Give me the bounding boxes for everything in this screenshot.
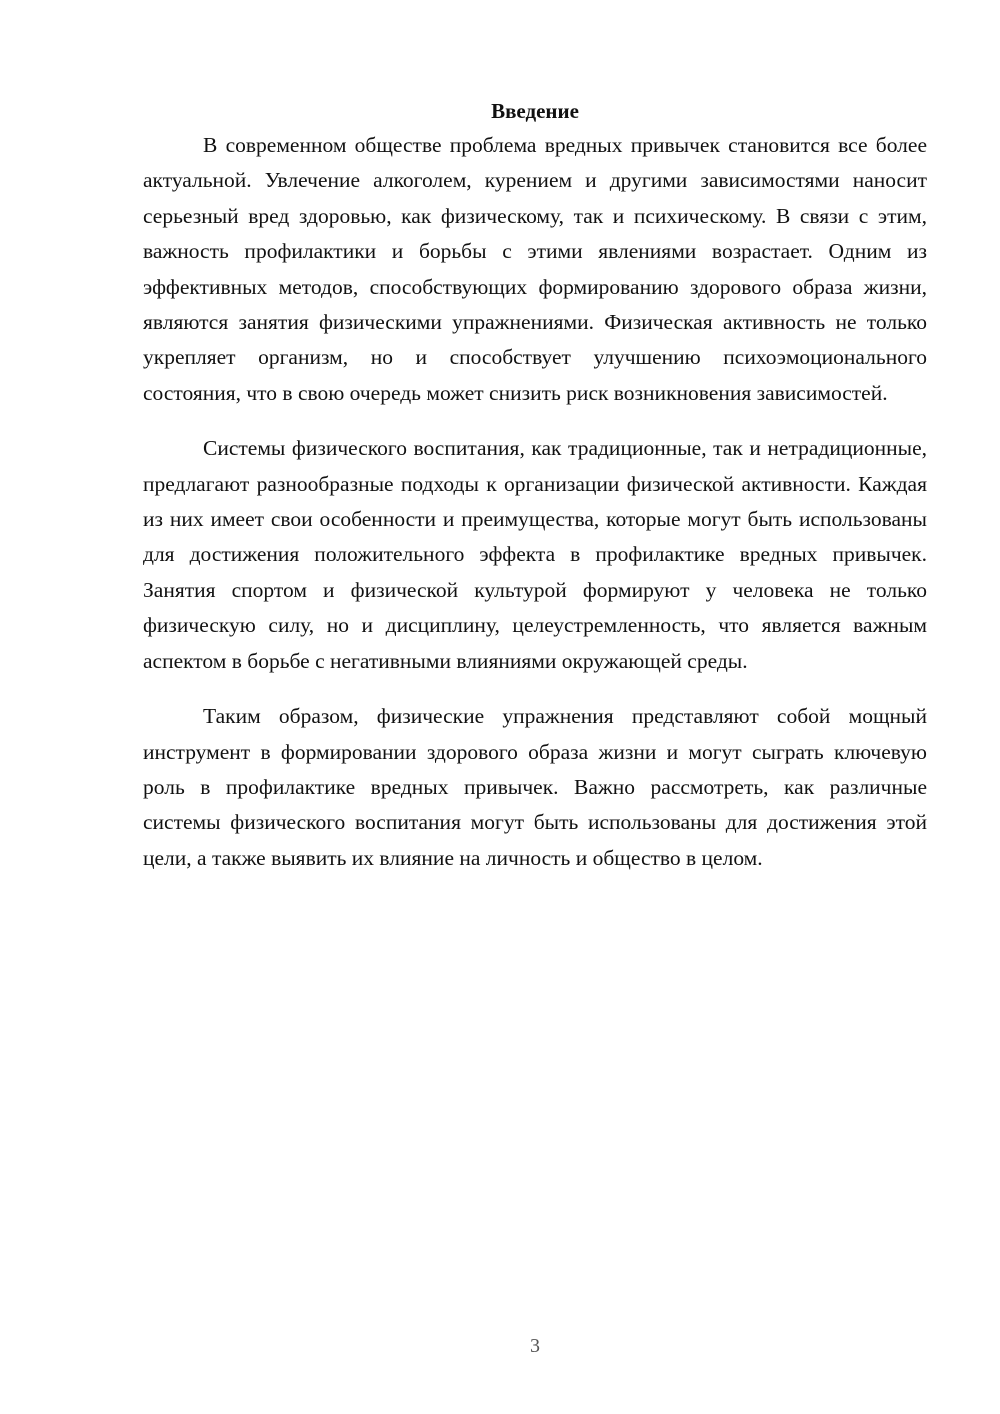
paragraph-1: В современном обществе проблема вредных привычек становится все более актуальной. Увлечение алкоголем, курением и другими зависимостями наносит серьезный вред здоровью, как физическому, так и психическому. В связи с этим, важность профилактики и борьбы с этими явлениями возрастает. Одним из эффективных методов, способствующих формированию здорового образа жизни, являются занятия физическими упражнениями. Физическая активность не только укрепляет организм, но и способствует улучшению психоэмоционального состояния, что в свою очередь может снизить риск возникновения зависимостей. xyxy=(143,133,927,405)
paragraph-2: Системы физического воспитания, как традиционные, так и нетрадиционные, предлагают разнообразные подходы к организации физической активности. Каждая из них имеет свои особенности и преимущества, которые могут быть использованы для достижения положительного эффекта в профилактике вредных привычек. Занятия спортом и физической культурой формируют у человека не только физическую силу, но и дисциплину, целеустремленность, что является важным аспектом в борьбе с негативными влияниями окружающей среды. xyxy=(143,436,927,673)
page-content xyxy=(143,96,927,896)
section-title: Введение xyxy=(491,99,579,123)
page-number: 3 xyxy=(530,1335,540,1357)
paragraph-3: Таким образом, физические упражнения представляют собой мощный инструмент в формировании здорового образа жизни и могут сыграть ключевую роль в профилактике вредных привычек. Важно рассмотреть, как различные системы физического воспитания могут быть использованы для достижения этой цели, а также выявить их влияние на личность и общество в целом. xyxy=(143,704,927,870)
